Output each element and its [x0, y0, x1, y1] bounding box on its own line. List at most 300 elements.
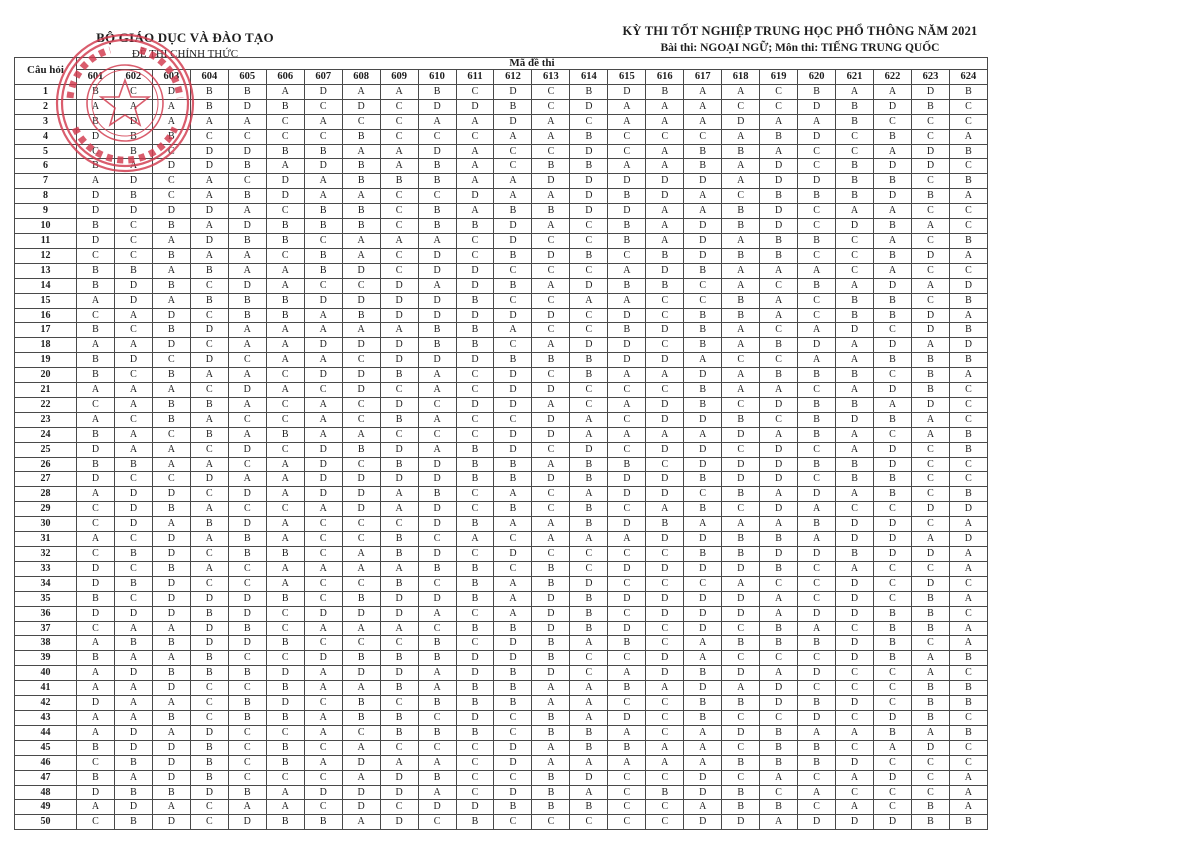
answer-cell: C [266, 725, 304, 740]
answer-cell: C [304, 740, 342, 755]
answer-cell: D [798, 606, 836, 621]
answer-cell: A [836, 442, 874, 457]
answer-cell: A [152, 651, 190, 666]
answer-cell: C [760, 99, 798, 114]
answer-cell: A [608, 159, 646, 174]
answer-cell: D [684, 785, 722, 800]
answer-cell: D [456, 397, 494, 412]
answer-cell: A [684, 740, 722, 755]
answer-cell: D [760, 442, 798, 457]
answer-cell: D [646, 666, 684, 681]
answer-cell: B [760, 248, 798, 263]
answer-cell: A [911, 651, 949, 666]
answer-cell: C [949, 383, 987, 398]
exam-subject: Bài thi: NGOẠI NGỮ; Môn thi: TIẾNG TRUNG QUỐC [660, 42, 940, 54]
question-number: 24 [15, 427, 77, 442]
answer-cell: A [77, 487, 115, 502]
answer-cell: D [911, 248, 949, 263]
answer-cell: D [608, 204, 646, 219]
answer-cell: D [684, 219, 722, 234]
answer-cell: D [836, 636, 874, 651]
answer-cell: C [836, 621, 874, 636]
answer-cell: A [342, 621, 380, 636]
exam-code-header: 605 [228, 70, 266, 85]
answer-cell: C [114, 412, 152, 427]
answer-key-table [14, 57, 988, 830]
answer-cell: B [380, 547, 418, 562]
question-number: 14 [15, 278, 77, 293]
answer-cell: C [304, 547, 342, 562]
answer-cell: C [570, 666, 608, 681]
answer-cell: B [304, 219, 342, 234]
answer-cell: C [911, 785, 949, 800]
answer-cell: B [760, 338, 798, 353]
answer-cell: D [152, 591, 190, 606]
answer-cell: A [266, 338, 304, 353]
answer-cell: B [494, 99, 532, 114]
answer-cell: C [949, 204, 987, 219]
question-column-header: Câu hỏi [15, 58, 77, 85]
answer-cell: C [646, 576, 684, 591]
answer-row [15, 204, 988, 219]
answer-cell: D [532, 308, 570, 323]
answer-cell: B [304, 144, 342, 159]
answer-cell: C [874, 576, 912, 591]
answer-cell: A [304, 397, 342, 412]
answer-cell: C [494, 815, 532, 830]
answer-cell: B [684, 397, 722, 412]
answer-cell: A [646, 681, 684, 696]
answer-cell: B [380, 710, 418, 725]
answer-cell: C [77, 144, 115, 159]
answer-cell: C [228, 353, 266, 368]
answer-cell: A [646, 99, 684, 114]
answer-cell: D [760, 547, 798, 562]
answer-cell: D [152, 308, 190, 323]
answer-cell: D [342, 368, 380, 383]
answer-cell: D [494, 785, 532, 800]
answer-cell: C [228, 502, 266, 517]
answer-cell: C [949, 666, 987, 681]
answer-cell: D [798, 815, 836, 830]
answer-row [15, 725, 988, 740]
answer-cell: B [380, 651, 418, 666]
answer-cell: A [722, 129, 760, 144]
answer-cell: A [418, 666, 456, 681]
answer-cell: A [342, 815, 380, 830]
answer-cell: D [114, 293, 152, 308]
answer-cell: B [836, 159, 874, 174]
question-number: 41 [15, 681, 77, 696]
answer-cell: B [190, 666, 228, 681]
question-number: 26 [15, 457, 77, 472]
answer-cell: A [418, 442, 456, 457]
answer-cell: B [114, 815, 152, 830]
answer-cell: C [911, 174, 949, 189]
answer-cell: D [836, 576, 874, 591]
answer-cell: C [684, 487, 722, 502]
answer-cell: A [77, 174, 115, 189]
answer-cell: B [722, 219, 760, 234]
answer-cell: A [266, 487, 304, 502]
ministry-name: BỘ GIÁO DỤC VÀ ĐÀO TẠO [96, 30, 274, 45]
answer-cell: A [949, 621, 987, 636]
answer-cell: D [836, 323, 874, 338]
answer-cell: D [114, 114, 152, 129]
answer-cell: C [532, 263, 570, 278]
answer-cell: D [874, 278, 912, 293]
answer-cell: D [874, 338, 912, 353]
answer-cell: A [608, 725, 646, 740]
answer-cell: B [266, 740, 304, 755]
answer-cell: A [228, 338, 266, 353]
answer-cell: A [152, 442, 190, 457]
answer-cell: D [532, 174, 570, 189]
answer-cell: C [798, 219, 836, 234]
answer-cell: A [684, 800, 722, 815]
answer-cell: A [304, 755, 342, 770]
answer-cell: B [949, 323, 987, 338]
answer-cell: B [684, 696, 722, 711]
answer-cell: D [494, 84, 532, 99]
answer-cell: C [646, 800, 684, 815]
answer-cell: C [228, 412, 266, 427]
answer-cell: A [77, 338, 115, 353]
answer-cell: C [418, 129, 456, 144]
answer-cell: C [304, 696, 342, 711]
answer-cell: C [494, 144, 532, 159]
answer-cell: A [494, 129, 532, 144]
answer-row [15, 606, 988, 621]
answer-cell: B [949, 681, 987, 696]
exam-code-header: 607 [304, 70, 342, 85]
answer-cell: C [456, 233, 494, 248]
answer-cell: B [190, 740, 228, 755]
answer-cell: B [684, 159, 722, 174]
answer-cell: B [266, 427, 304, 442]
answer-cell: C [494, 532, 532, 547]
answer-cell: A [266, 263, 304, 278]
exam-header [590, 24, 1010, 54]
answer-cell: C [456, 368, 494, 383]
exam-code-header: 614 [570, 70, 608, 85]
answer-cell: D [304, 457, 342, 472]
answer-cell: C [646, 547, 684, 562]
answer-cell: A [152, 99, 190, 114]
answer-cell: A [608, 99, 646, 114]
answer-cell: C [266, 502, 304, 517]
answer-cell: B [152, 561, 190, 576]
answer-cell: A [152, 293, 190, 308]
answer-cell: A [77, 293, 115, 308]
answer-cell: B [114, 547, 152, 562]
answer-cell: D [190, 785, 228, 800]
answer-cell: A [532, 278, 570, 293]
answer-cell: C [418, 740, 456, 755]
answer-cell: D [646, 561, 684, 576]
answer-cell: D [646, 532, 684, 547]
answer-cell: B [494, 681, 532, 696]
answer-cell: B [456, 517, 494, 532]
answer-cell: D [722, 666, 760, 681]
answer-cell: B [456, 338, 494, 353]
answer-cell: A [684, 114, 722, 129]
answer-cell: B [874, 219, 912, 234]
answer-cell: C [77, 547, 115, 562]
answer-cell: A [380, 159, 418, 174]
answer-cell: D [228, 591, 266, 606]
answer-cell: A [949, 591, 987, 606]
answer-cell: B [266, 99, 304, 114]
answer-cell: D [684, 606, 722, 621]
answer-cell: B [152, 502, 190, 517]
answer-cell: B [228, 293, 266, 308]
answer-cell: D [228, 278, 266, 293]
answer-cell: C [798, 651, 836, 666]
answer-cell: B [874, 174, 912, 189]
answer-cell: C [608, 442, 646, 457]
answer-cell: A [266, 517, 304, 532]
answer-cell: C [190, 800, 228, 815]
answer-cell: C [874, 502, 912, 517]
answer-cell: D [304, 338, 342, 353]
answer-cell: A [418, 681, 456, 696]
question-number: 10 [15, 219, 77, 234]
answer-cell: A [228, 114, 266, 129]
answer-cell: D [114, 800, 152, 815]
answer-cell: D [494, 368, 532, 383]
answer-cell: C [836, 144, 874, 159]
answer-cell: D [760, 696, 798, 711]
answer-row [15, 785, 988, 800]
answer-cell: A [646, 368, 684, 383]
answer-cell: D [911, 144, 949, 159]
answer-cell: D [798, 99, 836, 114]
answer-cell: A [722, 174, 760, 189]
answer-cell: C [911, 129, 949, 144]
question-number: 38 [15, 636, 77, 651]
exam-code-header: 613 [532, 70, 570, 85]
question-number: 42 [15, 696, 77, 711]
answer-cell: A [190, 457, 228, 472]
answer-cell: A [798, 353, 836, 368]
answer-cell: D [684, 815, 722, 830]
answer-cell: A [114, 397, 152, 412]
answer-cell: D [684, 591, 722, 606]
answer-cell: D [380, 278, 418, 293]
answer-row [15, 666, 988, 681]
answer-cell: A [266, 532, 304, 547]
answer-cell: B [152, 323, 190, 338]
answer-cell: C [646, 308, 684, 323]
answer-cell: D [342, 502, 380, 517]
answer-cell: C [266, 368, 304, 383]
exam-code-header: 623 [911, 70, 949, 85]
answer-cell: A [608, 263, 646, 278]
answer-cell: B [646, 517, 684, 532]
answer-row [15, 144, 988, 159]
answer-cell: A [190, 532, 228, 547]
answer-cell: C [266, 248, 304, 263]
answer-cell: A [874, 144, 912, 159]
answer-cell: D [949, 502, 987, 517]
answer-cell: C [152, 174, 190, 189]
answer-cell: B [608, 636, 646, 651]
question-number: 21 [15, 383, 77, 398]
answer-cell: C [570, 547, 608, 562]
answer-cell: A [228, 204, 266, 219]
answer-cell: B [266, 636, 304, 651]
answer-cell: B [228, 233, 266, 248]
answer-cell: C [798, 442, 836, 457]
answer-cell: C [722, 651, 760, 666]
exam-code-header: 620 [798, 70, 836, 85]
answer-cell: D [190, 159, 228, 174]
answer-cell: B [608, 681, 646, 696]
answer-cell: C [646, 696, 684, 711]
answer-cell: A [684, 636, 722, 651]
question-number: 18 [15, 338, 77, 353]
answer-cell: C [646, 815, 684, 830]
answer-cell: A [684, 204, 722, 219]
answer-cell: A [798, 114, 836, 129]
answer-cell: B [646, 84, 684, 99]
answer-cell: A [608, 755, 646, 770]
answer-cell: D [646, 189, 684, 204]
answer-row [15, 114, 988, 129]
answer-cell: C [456, 129, 494, 144]
answer-cell: C [456, 487, 494, 502]
answer-cell: A [836, 770, 874, 785]
answer-cell: C [380, 204, 418, 219]
answer-cell: D [836, 815, 874, 830]
answer-row [15, 159, 988, 174]
answer-cell: D [266, 189, 304, 204]
answer-cell: A [77, 99, 115, 114]
answer-cell: C [456, 84, 494, 99]
answer-cell: D [570, 338, 608, 353]
answer-cell: D [608, 591, 646, 606]
answer-cell: B [418, 204, 456, 219]
answer-cell: D [874, 517, 912, 532]
answer-cell: D [114, 278, 152, 293]
answer-cell: B [418, 561, 456, 576]
answer-cell: C [570, 397, 608, 412]
answer-cell: A [646, 144, 684, 159]
answer-cell: D [570, 99, 608, 114]
answer-cell: B [152, 785, 190, 800]
answer-cell: C [114, 591, 152, 606]
answer-cell: B [418, 174, 456, 189]
answer-cell: B [722, 532, 760, 547]
answer-cell: B [760, 189, 798, 204]
answer-cell: C [911, 263, 949, 278]
answer-cell: C [228, 755, 266, 770]
answer-cell: A [228, 427, 266, 442]
answer-cell: D [949, 532, 987, 547]
answer-cell: A [760, 666, 798, 681]
answer-cell: B [836, 114, 874, 129]
answer-cell: C [494, 159, 532, 174]
answer-cell: B [570, 740, 608, 755]
answer-cell: C [152, 472, 190, 487]
answer-cell: C [494, 710, 532, 725]
answer-cell: B [380, 412, 418, 427]
answer-cell: B [798, 740, 836, 755]
answer-cell: A [77, 800, 115, 815]
answer-cell: D [722, 591, 760, 606]
answer-cell: C [949, 114, 987, 129]
answer-cell: C [190, 442, 228, 457]
answer-cell: A [532, 740, 570, 755]
answer-cell: A [266, 457, 304, 472]
answer-cell: C [836, 129, 874, 144]
answer-cell: D [456, 666, 494, 681]
answer-cell: C [646, 770, 684, 785]
answer-cell: D [190, 636, 228, 651]
answer-cell: A [152, 725, 190, 740]
answer-cell: C [532, 84, 570, 99]
answer-cell: D [836, 591, 874, 606]
answer-cell: A [266, 472, 304, 487]
answer-cell: D [798, 174, 836, 189]
answer-cell: A [532, 457, 570, 472]
answer-cell: A [190, 502, 228, 517]
answer-cell: A [228, 800, 266, 815]
answer-cell: D [798, 338, 836, 353]
answer-cell: C [722, 621, 760, 636]
answer-cell: D [418, 99, 456, 114]
answer-cell: C [798, 248, 836, 263]
answer-cell: A [152, 621, 190, 636]
answer-cell: D [228, 144, 266, 159]
answer-cell: A [911, 278, 949, 293]
answer-cell: C [494, 725, 532, 740]
answer-cell: D [342, 293, 380, 308]
question-number: 13 [15, 263, 77, 278]
answer-cell: C [266, 621, 304, 636]
answer-cell: C [760, 576, 798, 591]
answer-cell: B [949, 487, 987, 502]
answer-cell: B [152, 412, 190, 427]
answer-cell: B [760, 725, 798, 740]
answer-cell: B [456, 561, 494, 576]
answer-cell: C [114, 323, 152, 338]
answer-cell: C [874, 114, 912, 129]
answer-cell: A [418, 368, 456, 383]
answer-cell: A [456, 144, 494, 159]
answer-cell: C [798, 293, 836, 308]
answer-cell: A [494, 189, 532, 204]
answer-cell: D [456, 651, 494, 666]
answer-cell: D [532, 383, 570, 398]
answer-row [15, 591, 988, 606]
answer-cell: C [798, 770, 836, 785]
answer-cell: A [266, 84, 304, 99]
answer-cell: D [418, 502, 456, 517]
answer-cell: C [266, 651, 304, 666]
answer-cell: C [911, 517, 949, 532]
answer-cell: C [722, 189, 760, 204]
answer-cell: B [722, 636, 760, 651]
question-number: 37 [15, 621, 77, 636]
answer-cell: C [266, 412, 304, 427]
answer-cell: B [874, 636, 912, 651]
answer-cell: A [190, 219, 228, 234]
answer-cell: A [684, 517, 722, 532]
answer-cell: B [114, 785, 152, 800]
answer-cell: C [342, 412, 380, 427]
